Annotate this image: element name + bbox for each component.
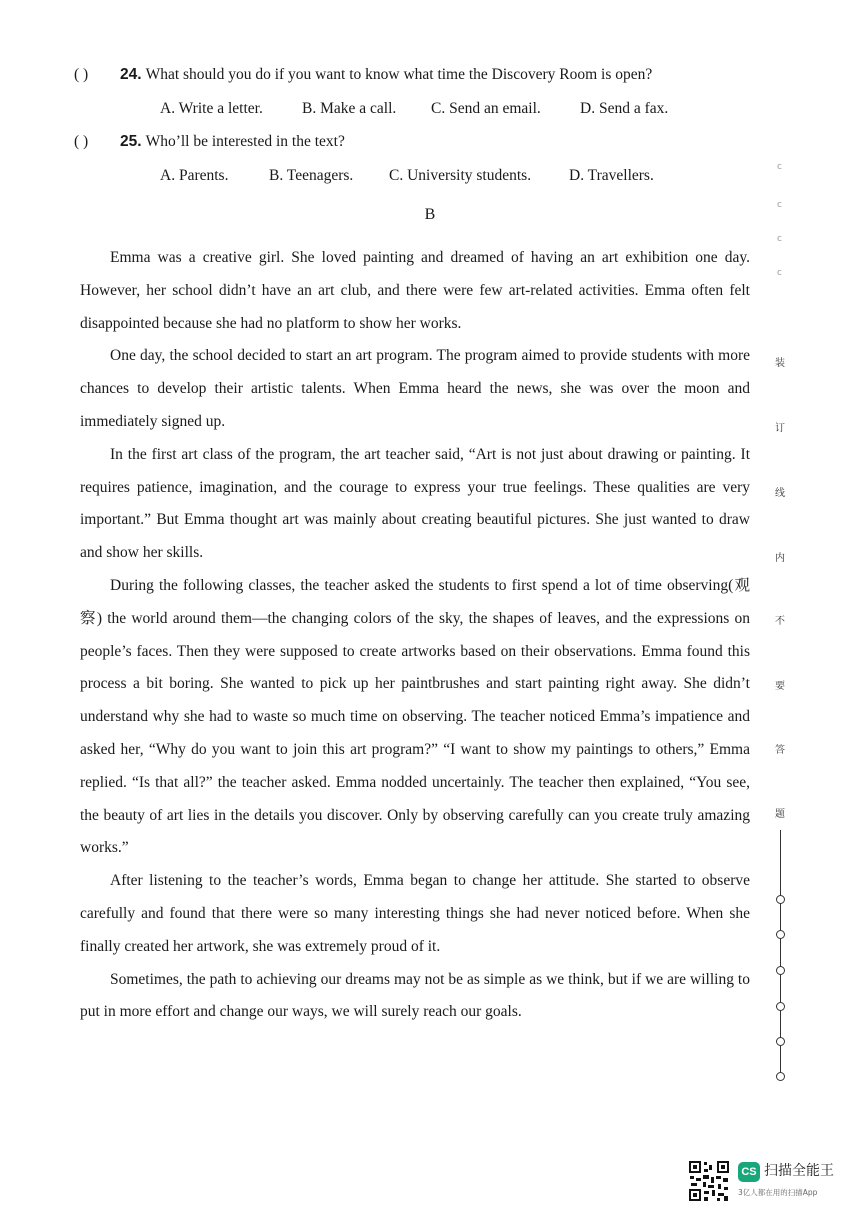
binding-hole: [776, 1072, 785, 1081]
option-a: A. Write a letter.: [160, 100, 263, 117]
question-24-options: [160, 100, 668, 118]
option-b: B. Make a call.: [302, 100, 397, 117]
answer-blank: ( ): [74, 66, 89, 83]
margin-char: 不: [775, 616, 785, 627]
margin-char: 订: [775, 423, 785, 434]
answer-blank: ( ): [74, 133, 89, 150]
passage-paragraph: After listening to the teacher’s words, Emma began to change her attitude. She started to observe carefully and found that there were so many interesting things she had never noticed before. When she finally created her artwork, she was extremely proud of it.: [80, 872, 750, 955]
camscanner-logo-icon: CS: [738, 1162, 760, 1182]
option-b: B. Teenagers.: [269, 167, 354, 184]
reading-passage: [80, 242, 750, 1029]
margin-char: 题: [775, 809, 785, 820]
margin-mark: c: [777, 162, 782, 172]
margin-char: 装: [775, 358, 785, 369]
scanner-watermark: [688, 1160, 848, 1204]
option-c: C. University students.: [389, 167, 532, 184]
passage-paragraph: One day, the school decided to start an art program. The program aimed to provide students with more chances to develop their artistic talents. When Emma heard the news, she was over the moon and immediately signed up.: [80, 347, 750, 430]
margin-mark: c: [777, 268, 782, 278]
option-d: D. Travellers.: [569, 167, 654, 184]
question-25: [74, 133, 345, 151]
margin-char: 线: [775, 488, 785, 499]
binding-hole: [776, 1037, 785, 1046]
passage-paragraph: Sometimes, the path to achieving our dreams may not be as simple as we think, but if we are willing to put in more effort and change our ways, we will surely reach our goals.: [80, 970, 750, 1021]
margin-mark: c: [777, 234, 782, 244]
question-number: 24.: [120, 66, 142, 83]
section-heading: B: [424, 206, 436, 223]
question-number: 25.: [120, 133, 142, 150]
binding-margin: [771, 0, 793, 1217]
binding-hole: [776, 1002, 785, 1011]
option-c: C. Send an email.: [431, 100, 541, 117]
margin-char: 内: [775, 553, 785, 564]
question-text: Who’ll be interested in the text?: [145, 133, 345, 150]
question-24: [74, 66, 652, 84]
passage-paragraph: Emma was a creative girl. She loved painting and dreamed of having an art exhibition one day. However, her school didn’t have an art club, and there were few art-related activities. Emma often felt disappointed because she had no platform to show her works.: [80, 249, 750, 332]
margin-mark: c: [777, 200, 782, 210]
question-25-options: [160, 167, 654, 185]
scanner-tagline: 3亿人都在用的扫描App: [738, 1188, 818, 1197]
qr-code-icon: [688, 1160, 730, 1202]
binding-hole: [776, 895, 785, 904]
margin-char: 要: [775, 681, 785, 692]
passage-paragraph: During the following classes, the teacher asked the students to first spend a lot of time observing(观察) the world around them—the changing colors of the sky, the shapes of leaves, and the expressions on people’s faces. Then they were supposed to create artworks based on their observations. Emma found this process a bit boring. She wanted to pick up her paintbrushes and start painting right away. She didn’t understand why she had to waste so much time on observing. The teacher noticed Emma’s impatience and asked her, “Why do you want to join this art program?” “I want to show my paintings to others,” Emma replied. “Is that all?” the teacher asked. Emma nodded uncertainly. The teacher then explained, “You see, the beauty of art lies in the details you discover. Only by observing carefully can you create truly amazing works.”: [80, 576, 750, 857]
option-d: D. Send a fax.: [580, 100, 669, 117]
margin-char: 答: [775, 745, 785, 756]
binding-hole: [776, 930, 785, 939]
scanner-brand-name: 扫描全能王: [764, 1163, 834, 1179]
question-text: What should you do if you want to know what time the Discovery Room is open?: [145, 66, 653, 83]
option-a: A. Parents.: [160, 167, 229, 184]
passage-paragraph: In the first art class of the program, the art teacher said, “Art is not just about drawing or painting. It requires patience, imagination, and the courage to express your true feelings. These qualities are very important.” But Emma thought art was mainly about creating beautiful pictures. She just wanted to draw and show her skills.: [80, 445, 750, 562]
binding-hole: [776, 966, 785, 975]
